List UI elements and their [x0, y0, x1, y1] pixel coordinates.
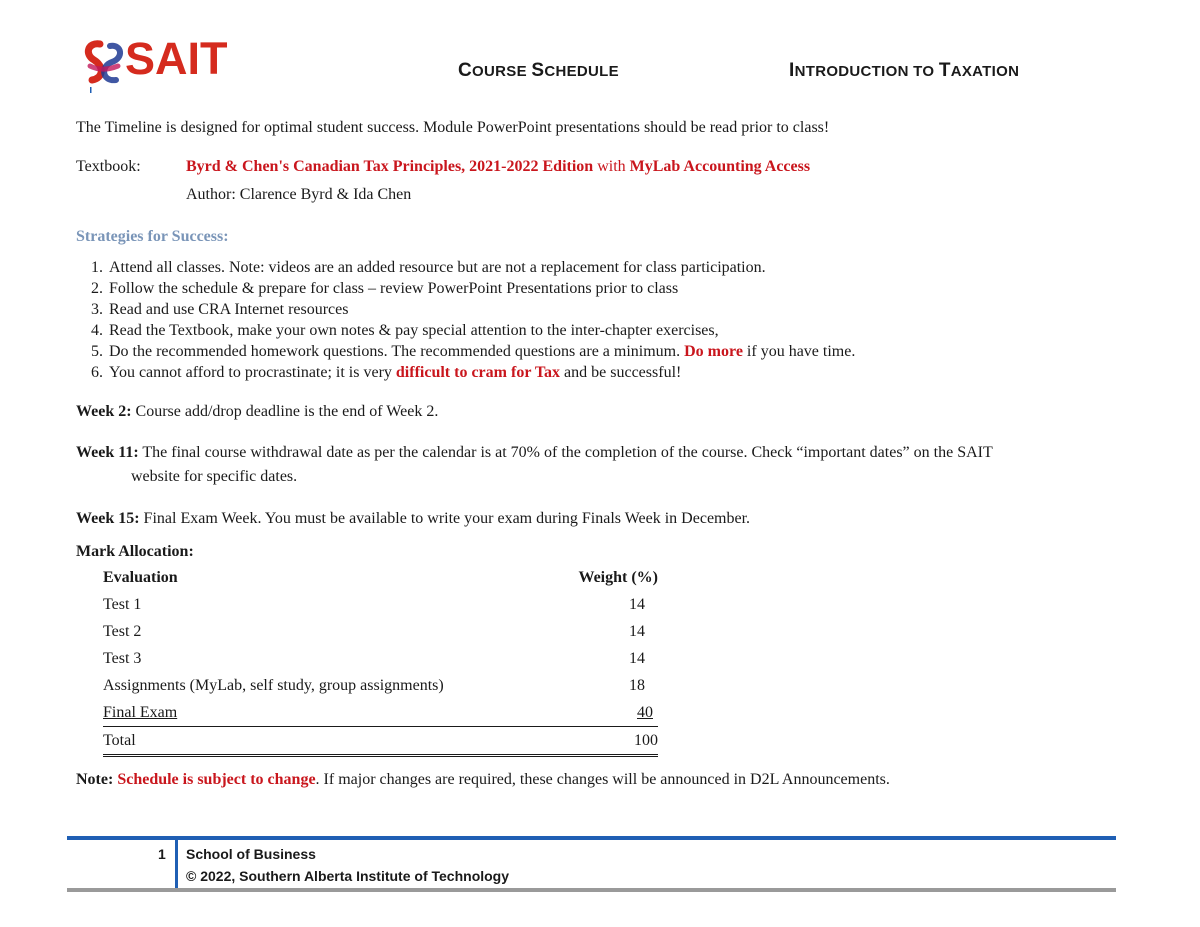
sait-logo-mark [80, 36, 130, 96]
footer-bottom-rule [67, 888, 1116, 892]
eval-name: Total [103, 731, 136, 749]
eval-name: Test 2 [103, 622, 142, 640]
mark-allocation-heading: Mark Allocation: [76, 543, 194, 560]
eval-weight: 14 [629, 622, 645, 640]
sait-logo-text: SAIT [125, 33, 228, 84]
strategy-item: 4. Read the Textbook, make your own notes & pay special attention to the inter-chapter exercises, [107, 320, 1116, 341]
footer-copyright: © 2022, Southern Alberta Institute of Technology [186, 868, 510, 884]
strategy-item: 3. Read and use CRA Internet resources [107, 299, 1116, 320]
table-header-row [103, 564, 658, 591]
eval-weight: 100 [634, 731, 658, 749]
eval-name: Final Exam [103, 703, 178, 721]
eval-weight: 18 [629, 676, 645, 694]
table-total-row [103, 727, 658, 756]
strategy-item: 1. Attend all classes. Note: videos are an added resource but are not a replacement for class participation. [107, 257, 1116, 278]
schedule-note: Note: Schedule is subject to change. If major changes are required, these changes will be announced in D2L Announcements. [76, 771, 890, 788]
eval-weight: 14 [629, 595, 645, 613]
eval-weight: 14 [629, 649, 645, 667]
textbook-label: Textbook: [76, 158, 141, 175]
textbook-author: Author: Clarence Byrd & Ida Chen [186, 186, 412, 203]
col-weight: Weight (%) [578, 568, 658, 586]
eval-name: Test 3 [103, 649, 142, 667]
table-row [103, 618, 658, 645]
footer-top-rule [67, 836, 1116, 840]
footer-divider [175, 838, 178, 889]
course-name-title: INTRODUCTION TO TAXATION [789, 60, 1020, 81]
table-row [103, 591, 658, 618]
strategy-item: 2. Follow the schedule & prepare for class – review PowerPoint Presentations prior to class [107, 278, 1116, 299]
table-row [103, 699, 658, 727]
col-evaluation: Evaluation [103, 568, 178, 586]
footer-school: School of Business [186, 846, 316, 862]
week-11-note-cont: website for specific dates. [131, 468, 298, 485]
table-row [103, 672, 658, 699]
eval-name: Test 1 [103, 595, 142, 613]
textbook-title: Byrd & Chen's Canadian Tax Principles, 2021-2022 Edition with MyLab Accounting Access [186, 158, 811, 175]
intro-text: The Timeline is designed for optimal student success. Module PowerPoint presentations should be read prior to class! [76, 119, 830, 136]
mark-allocation-table [103, 564, 658, 757]
eval-name: Assignments (MyLab, self study, group assignments) [103, 676, 444, 694]
eval-weight: 40 [637, 703, 653, 721]
course-schedule-title: COURSE SCHEDULE [458, 60, 619, 81]
strategy-item: 5. Do the recommended homework questions. The recommended questions are a minimum. Do more if you have time. [107, 341, 1116, 362]
week-15-note: Week 15: Final Exam Week. You must be available to write your exam during Finals Week in December. [76, 510, 751, 527]
strategies-list [76, 257, 1116, 383]
week-11-note: Week 11: The final course withdrawal date as per the calendar is at 70% of the completion of the course. Check “important dates” on the SAIT [76, 444, 993, 461]
table-row [103, 645, 658, 672]
strategy-item: 6. You cannot afford to procrastinate; it is very difficult to cram for Tax and be successful! [107, 362, 1116, 383]
page-number: 1 [158, 846, 166, 862]
week-2-note: Week 2: Course add/drop deadline is the end of Week 2. [76, 403, 439, 420]
strategies-heading: Strategies for Success: [76, 228, 229, 245]
